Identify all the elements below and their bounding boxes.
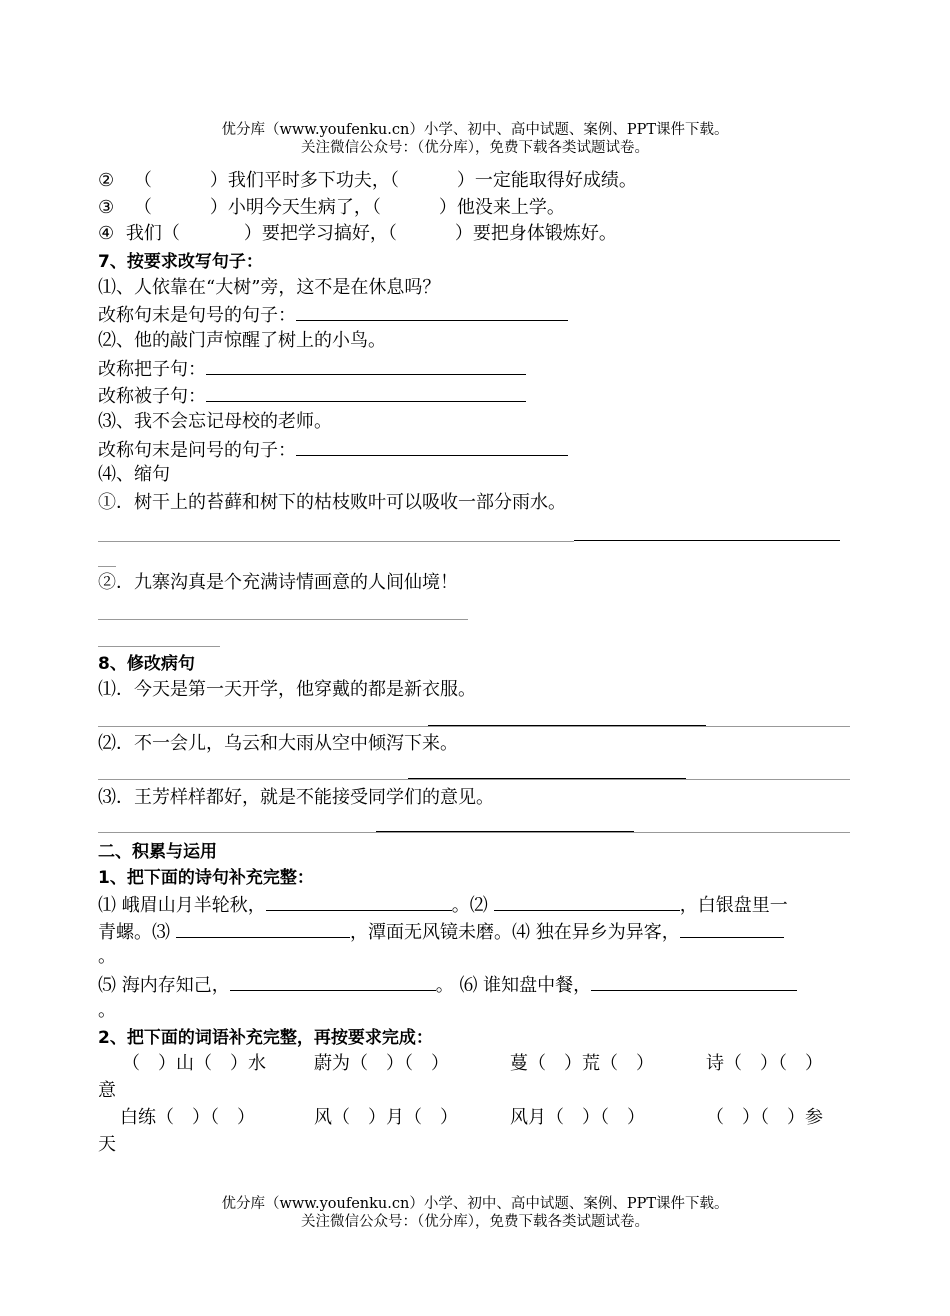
answer-line[interactable] xyxy=(98,832,850,833)
q7-task-1: 改称句末是句号的句子： xyxy=(98,302,568,328)
answer-line[interactable] xyxy=(98,646,220,647)
word-fill-wrap: 意 xyxy=(98,1080,116,1101)
q7-sentence-2: ⑵、他的敲门声惊醒了树上的小鸟。 xyxy=(98,330,386,351)
answer-blank[interactable] xyxy=(296,302,568,321)
answer-blank[interactable] xyxy=(266,892,452,911)
answer-line[interactable] xyxy=(98,566,116,567)
q7-sentence-3: ⑶、我不会忘记母校的老师。 xyxy=(98,411,332,432)
q7-task-2b: 改称被子句： xyxy=(98,383,526,409)
header-line-2: 关注微信公众号：（优分库），免费下载各类试题试卷。 xyxy=(301,140,649,156)
part2-title: 二、积累与运用 xyxy=(98,842,217,862)
poem-line-1: ⑴ 峨眉山月半轮秋， 。⑵ ，白银盘里一 xyxy=(98,892,788,918)
footer-line-2: 关注微信公众号：（优分库），免费下载各类试题试卷。 xyxy=(301,1214,649,1230)
answer-line[interactable] xyxy=(574,540,840,541)
fill-pair-2: ② （ ）我们平时多下功夫，（ ）一定能取得好成绩。 xyxy=(98,170,637,191)
q7-shorten-a: ①．树干上的苔藓和树下的枯枝败叶可以吸收一部分雨水。 xyxy=(98,492,566,513)
answer-blank[interactable] xyxy=(296,437,568,456)
answer-blank[interactable] xyxy=(591,972,797,991)
answer-line[interactable] xyxy=(428,725,706,726)
q7-task-3: 改称句末是问号的句子： xyxy=(98,437,568,463)
word-fill-item: 白练（ ）（ ） xyxy=(120,1107,255,1128)
fill-pair-4: ④ 我们（ ）要把学习搞好，（ ）要把身体锻炼好。 xyxy=(98,223,617,244)
word-fill-item: （ ）山（ ）水 xyxy=(122,1053,266,1074)
answer-blank[interactable] xyxy=(176,919,350,938)
answer-line[interactable] xyxy=(408,778,686,779)
q7-sentence-1: ⑴、人依靠在“大树”旁，这不是在休息吗？ xyxy=(98,277,441,298)
answer-line[interactable] xyxy=(376,831,634,832)
poem-line-2: 青螺。⑶ ，潭面无风镜未磨。⑷ 独在异乡为异客， xyxy=(98,919,784,945)
answer-line[interactable] xyxy=(98,726,850,727)
poem-line-4: ⑸ 海内存知己， 。 ⑹ 谁知盘中餐， xyxy=(98,972,797,998)
word-fill-item: 诗（ ）（ ） xyxy=(706,1053,823,1074)
fill-pair-3: ③ （ ）小明今天生病了，（ ）他没来上学。 xyxy=(98,197,565,218)
answer-blank[interactable] xyxy=(230,972,436,991)
q8-sentence-3: ⑶．王芳样样都好，就是不能接受同学们的意见。 xyxy=(98,787,494,808)
answer-blank[interactable] xyxy=(206,383,526,402)
fill-pair-num: ④ xyxy=(98,223,115,244)
fill-pair-num: ② xyxy=(98,170,115,191)
word-fill-item: 蔓（ ）荒（ ） xyxy=(510,1053,654,1074)
footer-line-1: 优分库（www.youfenku.cn）小学、初中、高中试题、案例、PPT课件下载。 xyxy=(221,1196,729,1212)
answer-line[interactable] xyxy=(98,619,468,620)
answer-blank[interactable] xyxy=(680,919,784,938)
q8-sentence-1: ⑴．今天是第一天开学，他穿戴的都是新衣服。 xyxy=(98,679,476,700)
answer-line[interactable] xyxy=(98,779,850,780)
answer-blank[interactable] xyxy=(206,356,526,375)
word-fill-item: 风（ ）月（ ） xyxy=(314,1107,458,1128)
q7-shorten-b: ②．九寨沟真是个充满诗情画意的人间仙境！ xyxy=(98,572,458,593)
q8-sentence-2: ⑵．不一会儿，乌云和大雨从空中倾泻下来。 xyxy=(98,733,458,754)
answer-blank[interactable] xyxy=(494,892,680,911)
fill-pair-num: ③ xyxy=(98,197,115,218)
part2-q1-title: 1、把下面的诗句补充完整： xyxy=(98,868,314,888)
q7-title: 7、按要求改写句子： xyxy=(98,252,263,272)
answer-line[interactable] xyxy=(98,541,574,542)
poem-line-3: 。 xyxy=(98,946,116,967)
poem-line-5: 。 xyxy=(98,1000,116,1021)
word-fill-item: （ ）（ ）参 xyxy=(706,1107,823,1128)
q7-sentence-4: ⑷、缩句 xyxy=(98,464,170,485)
word-fill-item: 风月（ ）（ ） xyxy=(510,1107,645,1128)
q8-title: 8、修改病句 xyxy=(98,654,195,674)
header-line-1: 优分库（www.youfenku.cn）小学、初中、高中试题、案例、PPT课件下载。 xyxy=(221,122,729,138)
word-fill-wrap: 天 xyxy=(98,1134,116,1155)
word-fill-item: 蔚为（ ）（ ） xyxy=(314,1053,449,1074)
part2-q2-title: 2、把下面的词语补充完整，再按要求完成： xyxy=(98,1028,433,1048)
q7-task-2a: 改称把子句： xyxy=(98,356,526,382)
